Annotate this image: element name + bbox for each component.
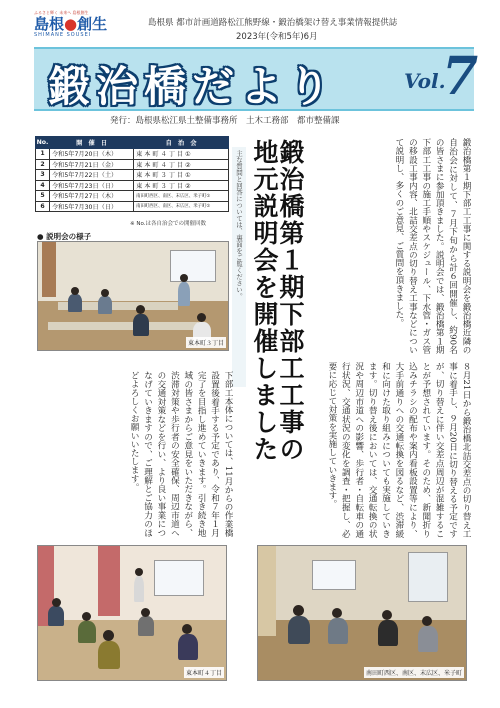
table-row [36,191,229,202]
photo-caption: 東本町３丁目 [186,337,226,348]
row-venue: 東 本 町 ３ 丁 目 ① [134,170,229,181]
publication-description: 島根県 都市計画道路松江熊野線・鍛治橋架け替え事業情報提供誌 [148,18,398,28]
meeting-photo-minamitamachi [257,545,467,681]
row-date: 令和5年7月23日（日） [50,180,134,191]
headline-line-1: 鍛治橋第１期下部工工事の [276,139,305,463]
logo-text-b: 創生 [77,15,108,33]
col-header-venue: 自 治 会 [134,137,229,149]
meeting-photo-higashihonmachi-4 [37,545,227,681]
row-no: 2 [36,159,50,170]
row-no: 5 [36,191,50,202]
volume-number: 7 [442,46,479,107]
title-banner [34,46,479,111]
schedule-note: ※ No.は各自治会での開催回数 [130,221,206,227]
row-no: 3 [36,170,50,181]
shimane-sousei-logo [34,10,106,44]
row-no: 6 [36,201,50,212]
side-note-qa: 主な質問と回答については、裏面をご覧ください。 [232,147,246,387]
newsletter-title: 鍛治橋だより [48,62,337,111]
body-paragraph-2: ８月21日から鍛治橋北詰交差点の切り替え工事に着手し、９月20日に切り替える予定ですが、切り替えに伴い交差点周辺が混雑することが予想されています。そのため、新聞折り込みチラシの配布や案内看板設置等により、大手前通りへの交通転換を図るなど、渋滞緩和に向けた取り組みについても実施していきます。切り替え後においては、交通転換の状況や周辺市道への影響、歩行者・自転車の通行状況、交通状況の変化を調査・把握し、必要に応じて対策を実施していきます。 [326,362,471,538]
row-venue: 南田町西区、南区、末広区、米子町① [134,191,229,202]
row-date: 令和5年7月30日（日） [50,201,134,212]
row-date: 令和5年7月22日（土） [50,170,134,181]
photo-caption: 東本町４丁目 [184,667,224,678]
logo-tagline: ふるさと輝く 未来へ 島根創生 [34,10,89,15]
table-row [36,180,229,191]
logo-dot: ● [64,15,78,33]
table-row [36,170,229,181]
table-row [36,201,229,212]
logo-subtitle: SHIMANE SOUSEI [34,32,92,38]
projector-screen [170,250,216,282]
row-venue: 東 本 町 ４ 丁 目 ① [134,149,229,160]
meeting-photo-higashihonmachi-3 [37,241,229,351]
meeting-schedule-table [35,136,229,212]
issuer-line: 発行：島根県松江県土整備事務所 土木工務部 都市整備課 [110,116,340,126]
row-date: 令和5年7月27日（木） [50,191,134,202]
row-venue: 東 本 町 ４ 丁 目 ② [134,159,229,170]
body-paragraph-3: 下部工本体については、11月からの作業橋設置後着手する予定であり、令和７年１月完了を目指し進めていきます。引き続き地域の皆さまからご意見をいただきながら、渋滞対策や歩行者の安全確保、周辺市道への交通対策などを行い、より良い事業につなげていきますので、ご理解とご協力のほどよろしくお願いいたします。 [129,371,233,537]
table-row [36,159,229,170]
col-header-no: No. [36,137,50,149]
row-venue: 南田町西区、南区、末広区、米子町② [134,201,229,212]
row-venue: 東 本 町 ３ 丁 目 ② [134,180,229,191]
table-header-row [36,137,229,149]
col-header-date: 開 催 日 [50,137,134,149]
issue-date: 2023年(令和5年)6月 [236,32,318,42]
row-no: 1 [36,149,50,160]
projector-screen [154,560,204,596]
logo-text-a: 島根 [34,15,65,33]
volume-label: Vol. [404,69,446,93]
projector-screen [312,560,356,590]
section-label-meeting-photos: ● 説明会の様子 [37,232,92,241]
table-row [36,149,229,160]
photo-caption: 南田町西区、南区、末広区、米子町 [364,667,464,678]
headline-line-2: 地元説明会を開催しました [250,139,279,463]
row-no: 4 [36,180,50,191]
row-date: 令和5年7月21日（金） [50,159,134,170]
body-paragraph-1: 鍛治橋第１期下部工工事に関する説明会を鍛治橋近隣の自治会に対して、７月下旬から計６回開催し、約90名の皆さまに参加頂きました。説明会では、鍛治橋第１期下部工工事の施工手順やスケジュール、下水管・ガス管の移設工事内容、北詰交差点の切り替え工事などについて説明し、多くのご意見、ご質問を頂きました。 [393,138,471,354]
row-date: 令和5年7月20日（木） [50,149,134,160]
